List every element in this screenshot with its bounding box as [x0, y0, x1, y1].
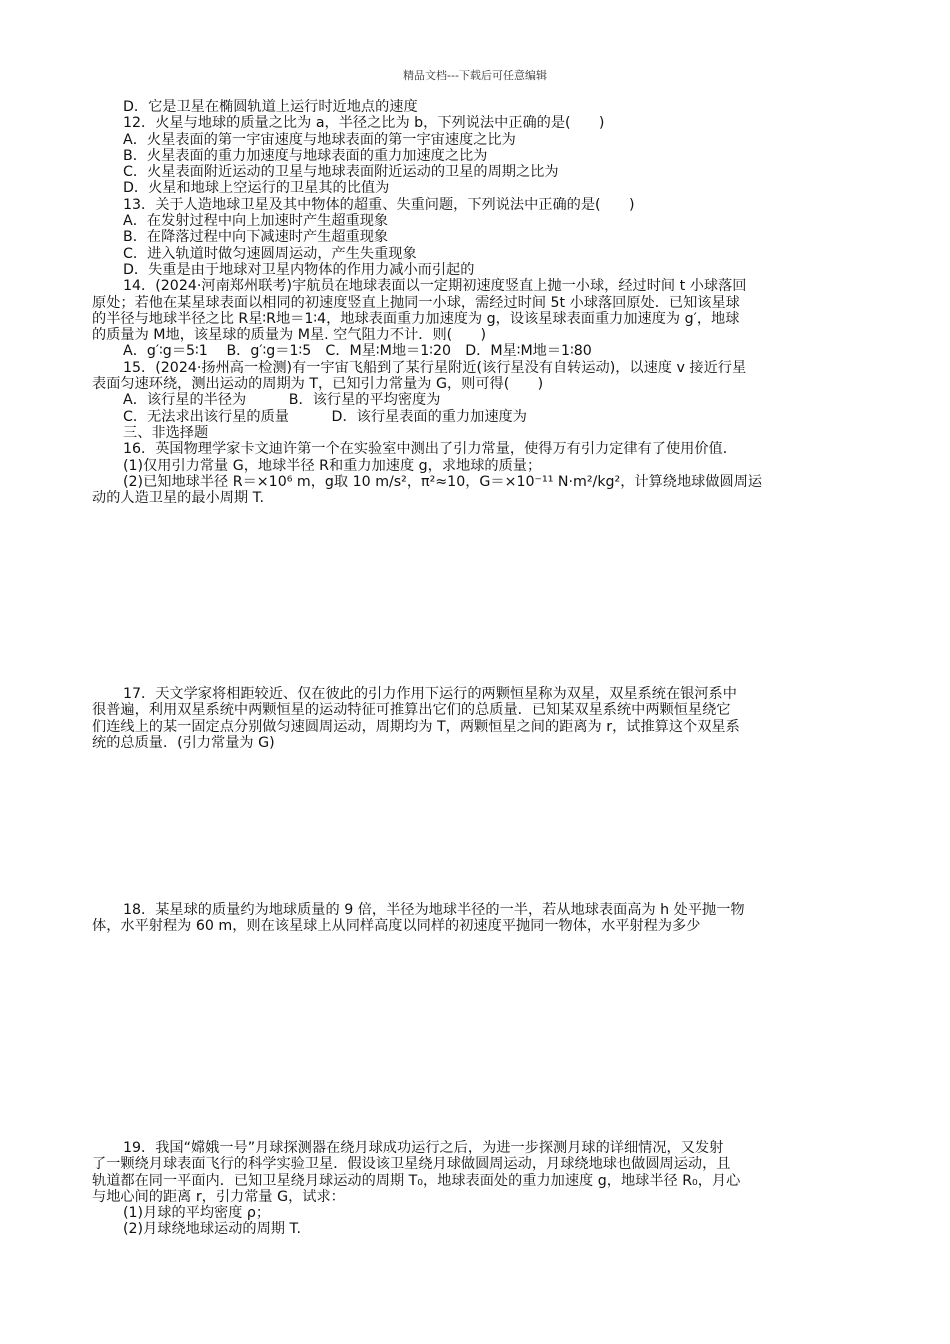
q14-line-1: 14．(2024·河南郑州联考)宇航员在地球表面以一定期初速度竖直上抛一小球，经过时间 t 小球落回 — [123, 278, 747, 295]
question-18 — [92, 902, 862, 935]
q14-options: A．g′∶g＝5∶1 B．g′∶g＝1∶5 C．M星∶M地＝1∶20 D．M星∶M地＝1∶80 — [123, 343, 592, 360]
q17-line-4: 统的总质量．(引力常量为 G) — [92, 734, 275, 751]
q17-line-2: 很普遍，利用双星系统中两颗恒星的运动特征可推算出它们的总质量．已知某双星系统中两颗恒星绕它 — [92, 702, 731, 719]
q16-sub-2b: 动的人造卫星的最小周期 T. — [92, 490, 265, 507]
question-17 — [92, 686, 862, 751]
q17-line-3: 们连线上的某一固定点分别做匀速圆周运动，周期均为 T，两颗恒星之间的距离为 r，试推算这个双星系 — [92, 718, 740, 735]
q13-stem: 13．关于人造地球卫星及其中物体的超重、失重问题，下列说法中正确的是( ) — [123, 196, 635, 213]
q19-sub-2: (2)月球绕地球运动的周期 T. — [123, 1221, 301, 1238]
q19-line-2: 了一颗绕月球表面飞行的科学实验卫星．假设该卫星绕月球做圆周运动，月球绕地球也做圆周运动，且 — [92, 1156, 731, 1173]
q13-option-d: D．失重是由于地球对卫星内物体的作用力减小而引起的 — [123, 261, 475, 278]
q19-sub-1: (1)月球的平均密度 ρ； — [123, 1205, 271, 1222]
question-19 — [92, 1140, 862, 1238]
q12-option-a: A．火星表面的第一宇宙速度与地球表面的第一宇宙速度之比为 — [123, 131, 516, 148]
q13-option-a: A．在发射过程中向上加速时产生超重现象 — [123, 213, 389, 230]
q12-option-d: D．火星和地球上空运行的卫星其的比值为 — [123, 180, 390, 197]
q16-sub-1: (1)仅用引力常量 G，地球半径 R和重力加速度 g，求地球的质量； — [123, 457, 542, 474]
q15-line-2: 表面匀速环绕，测出运动的周期为 T，已知引力常量为 G，则可得( ) — [92, 376, 544, 393]
q19-line-4: 与地心间的距离 r，引力常量 G，试求： — [92, 1188, 345, 1205]
q11-option-d: D．它是卫星在椭圆轨道上运行时近地点的速度 — [123, 99, 418, 115]
q18-line-1: 18．某星球的质量约为地球质量的 9 倍，半径为地球半径的一半，若从地球表面高为 h 处平抛一物 — [123, 902, 745, 918]
q16-stem: 16．英国物理学家卡文迪许第一个在实验室中测出了引力常量，使得万有引力定律有了使用价值． — [123, 441, 737, 458]
q14-line-3: 的半径与地球半径之比 R星∶R地＝1∶4，地球表面重力加速度为 g，设该星球表面重力加速度为 g′，地球 — [92, 310, 740, 327]
questions-12-13 — [92, 99, 862, 506]
q19-line-3: 轨道都在同一平面内．已知卫星绕月球运动的周期 T₀，地球表面处的重力加速度 g，地球半径 R₀，月心 — [92, 1172, 741, 1189]
q12-stem: 12．火星与地球的质量之比为 a，半径之比为 b，下列说法中正确的是( ) — [123, 115, 605, 132]
q17-line-1: 17．天文学家将相距较近、仅在彼此的引力作用下运行的两颗恒星称为双星，双星系统在银河系中 — [123, 686, 737, 702]
q15-options-ab: A．该行星的半径为 B．该行星的平均密度为 — [123, 392, 441, 409]
q13-option-c: C．进入轨道时做匀速圆周运动，产生失重现象 — [123, 245, 417, 262]
q12-option-c: C．火星表面附近运动的卫星与地球表面附近运动的卫星的周期之比为 — [123, 164, 559, 181]
q12-option-b: B．火星表面的重力加速度与地球表面的重力加速度之比为 — [123, 147, 488, 164]
q18-line-2: 体，水平射程为 60 m，则在该星球上从同样高度以同样的初速度平抛同一物体，水平射程为多少 — [92, 918, 701, 935]
section-heading: 三、非选择题 — [123, 424, 209, 441]
q15-line-1: 15．(2024·扬州高一检测)有一宇宙飞船到了某行星附近(该行星没有自转运动)，以速度 v 接近行星 — [123, 359, 747, 376]
q14-line-2: 原处；若他在某星球表面以相同的初速度竖直上抛同一小球，需经过时间 5t 小球落回原处．已知该星球 — [92, 294, 740, 311]
q15-options-cd: C．无法求出该行星的质量 D．该行星表面的重力加速度为 — [123, 408, 527, 425]
q14-line-4: 的质量为 M地，该星球的质量为 M星. 空气阻力不计．则( ) — [92, 327, 487, 344]
q13-option-b: B．在降落过程中向下减速时产生超重现象 — [123, 229, 389, 246]
q19-line-1: 19．我国“嫦娥一号”月球探测器在绕月球成功运行之后，为进一步探测月球的详细情况，又发射 — [123, 1140, 724, 1156]
page-header: 精品文档---下载后可任意编辑 — [403, 69, 547, 82]
q16-sub-2a: (2)已知地球半径 R＝×10⁶ m，g取 10 m/s²，π²≈10，G＝×10⁻¹¹ N·m²/kg²，计算绕地球做圆周运 — [123, 473, 763, 490]
